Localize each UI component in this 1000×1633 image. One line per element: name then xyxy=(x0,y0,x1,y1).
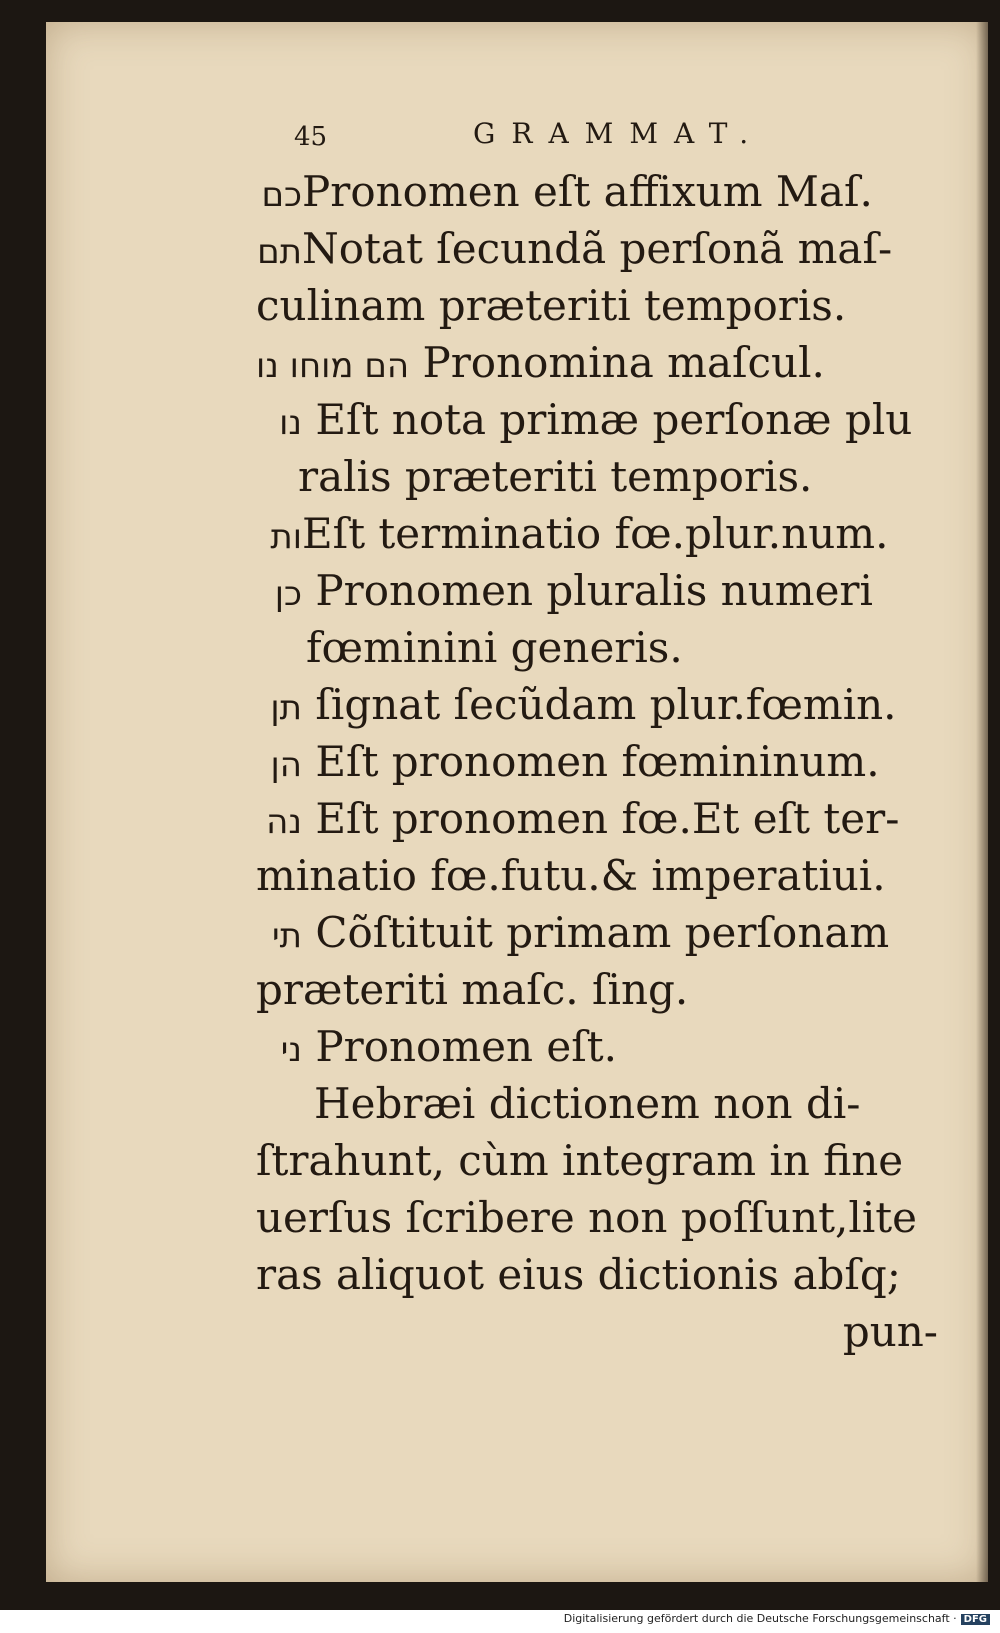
paragraph-line: ras aliquot eius dictionis abſq; xyxy=(256,1250,901,1299)
hebrew-affix: כן xyxy=(274,574,302,614)
text-line xyxy=(256,163,976,220)
text-line xyxy=(306,619,976,676)
page-number: 45 xyxy=(294,122,328,152)
running-head: GRAMMAT. xyxy=(473,117,765,150)
hebrew-affix: ני xyxy=(280,1030,302,1070)
latin-text: minatio fœ.futu.& imperatiui. xyxy=(256,851,886,900)
latin-text: Pronomina maſcul. xyxy=(422,338,825,387)
latin-text: culinam præteriti temporis. xyxy=(256,281,847,330)
text-line xyxy=(256,334,976,391)
text-line xyxy=(256,505,976,562)
hebrew-affix: תן xyxy=(270,688,302,728)
hebrew-affix: הם מוחו נו xyxy=(256,346,410,386)
hebrew-affix: נו xyxy=(279,403,302,443)
hebrew-affix: ות xyxy=(270,517,302,557)
text-line xyxy=(256,562,976,619)
latin-text: Cõſtituit primam perſonam xyxy=(315,908,890,957)
text-line xyxy=(256,733,976,790)
hebrew-affix: תם xyxy=(257,232,302,272)
digitization-credit xyxy=(564,1612,990,1625)
text-line xyxy=(256,1018,976,1075)
latin-text: ſignat ſecũdam plur.fœmin. xyxy=(315,680,897,729)
paragraph-line: ſtrahunt, cùm integram in fine xyxy=(256,1136,904,1185)
hebrew-affix: תי xyxy=(272,916,302,956)
latin-text: Eſt terminatio fœ.plur.num. xyxy=(302,509,889,558)
latin-text: Notat ſecundã perſonã maſ- xyxy=(302,224,893,273)
text-line xyxy=(256,790,976,847)
page-fold-shadow xyxy=(976,22,988,1582)
hebrew-affix: כם xyxy=(261,175,302,215)
text-line xyxy=(256,220,976,277)
text-line xyxy=(256,847,976,904)
paragraph-line: uerſus ſcribere non poſſunt,lite xyxy=(256,1193,918,1242)
text-line xyxy=(256,391,976,448)
text-line xyxy=(298,448,976,505)
latin-text: Pronomen eſt. xyxy=(315,1022,618,1071)
page-header xyxy=(256,117,976,163)
latin-text: Pronomen pluralis numeri xyxy=(315,566,873,615)
latin-text: Eſt nota primæ perſonæ plu xyxy=(315,395,913,444)
latin-text: Pronomen eſt affixum Maſ. xyxy=(302,167,873,216)
latin-text: fœminini generis. xyxy=(306,623,683,672)
latin-text: ralis præteriti temporis. xyxy=(298,452,813,501)
text-line xyxy=(256,904,976,961)
latin-text: Eſt pronomen fœ.Et eſt ter- xyxy=(315,794,900,843)
catchword: pun- xyxy=(842,1307,938,1356)
paragraph-line: Hebræi dictionem non di- xyxy=(314,1079,861,1128)
latin-text: præteriti maſc. ſing. xyxy=(256,965,689,1014)
hebrew-affix: הן xyxy=(270,745,302,785)
page-text xyxy=(256,117,976,1360)
hebrew-affix: נה xyxy=(266,802,302,842)
text-line xyxy=(256,961,976,1018)
text-line xyxy=(256,676,976,733)
credit-text: Digitalisierung gefördert durch die Deutsche Forschungsgemeinschaft · xyxy=(563,1612,957,1625)
dfg-logo: DFG xyxy=(961,1614,990,1625)
text-line xyxy=(256,277,976,334)
book-page xyxy=(46,22,988,1582)
latin-text: Eſt pronomen fœmininum. xyxy=(315,737,880,786)
